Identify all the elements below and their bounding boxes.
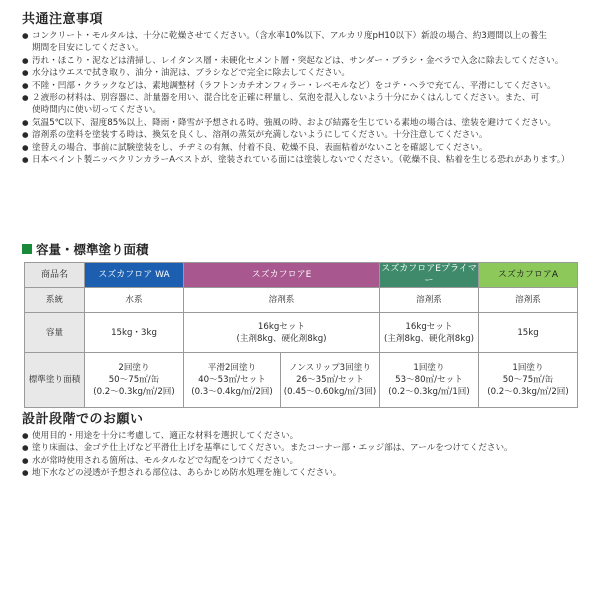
- list-item: [22, 430, 584, 442]
- cell-line: 26～35㎡/セット: [296, 375, 364, 385]
- cell-line: 50～75㎡/缶: [108, 375, 160, 385]
- note-text: 不陸・凹部・クラックなどは、素地調整材（ラフトンカチオンフィラー・レベモルなど）をコテ・ヘラで充てん、平滑にしてください。: [32, 80, 556, 91]
- cell-menseki-a: [479, 353, 578, 408]
- table-title: [22, 240, 149, 258]
- note-text-continued: 使時間内に使い切ってください。: [32, 105, 161, 116]
- note-text: 水が常時使用される箇所は、モルタルなどで勾配をつけてください。: [32, 455, 299, 466]
- cell-line: (0.2～0.3kg/㎡/1回): [388, 387, 470, 397]
- row-label-yoryo: 容量: [25, 313, 85, 353]
- cell-line: 平滑2回塗り: [207, 363, 257, 373]
- note-text: 塗替えの場合、事前に試験塗装をし、チヂミの有無、付着不良、乾燥不良、表面粘着がないことを確認してください。: [32, 142, 488, 153]
- green-square-icon: [22, 244, 32, 254]
- list-item: [22, 67, 584, 79]
- note-text: 塗り床面は、金ゴテ仕上げなど平滑仕上げを基準にしてください。またコーナー部・エッジ部は、アールをつけてください。: [32, 443, 513, 454]
- list-item: [22, 455, 584, 467]
- note-text: 使用目的・用途を十分に考慮して、適正な材料を選択してください。: [32, 431, 299, 441]
- header-suzuka-floor-e: スズカフロアE: [184, 263, 380, 288]
- cell-kei-ep: 溶剤系: [380, 288, 479, 313]
- cell-yoryo-e: [184, 313, 380, 353]
- cell-menseki-e-flat: [184, 353, 281, 408]
- cell-line: (0.2～0.3kg/㎡/2回): [93, 387, 175, 397]
- list-item: [22, 467, 584, 479]
- cell-menseki-ep: [380, 353, 479, 408]
- list-item: [22, 30, 584, 55]
- cell-line: 2回塗り: [118, 363, 150, 373]
- cell-line: 53～80㎡/セット: [395, 375, 463, 385]
- note-text-continued: 期間を目安にしてください。: [32, 43, 144, 54]
- list-item: [22, 154, 584, 166]
- note-text: ２液形の材料は、別容器に、計量器を用い、混合比を正確に秤量し、気泡を混入しないよう十分にかくはんしてください。また、可: [32, 93, 540, 104]
- row-label-kei: 系統: [25, 288, 85, 313]
- list-item: [22, 129, 584, 141]
- cell-kei-wa: 水系: [85, 288, 184, 313]
- note-text: 汚れ・ほこり・泥などは清掃し、レイタンス層・未硬化セメント層・突起などは、サンダー・ブラシ・金ベラで入念に除去してください。: [32, 55, 564, 66]
- cell-yoryo-a: 15kg: [479, 313, 578, 353]
- common-notes-list: [22, 30, 584, 166]
- cell-line: (主剤8kg、硬化剤8kg): [383, 333, 475, 344]
- note-text: 溶剤系の塗料を塗装する時は、換気を良くし、溶剤の蒸気が充満しないようにしてください。十分注意してください。: [32, 130, 488, 141]
- list-item: [22, 142, 584, 154]
- cell-yoryo-wa: 15kg・3kg: [85, 313, 184, 353]
- list-item: [22, 442, 584, 454]
- list-item: [22, 55, 584, 67]
- common-notes-section: [22, 8, 584, 166]
- cell-line: 16kgセット: [257, 321, 306, 332]
- cell-line: 16kgセット: [405, 321, 453, 332]
- cell-yoryo-ep: [380, 313, 479, 353]
- cell-line: ノンスリップ3回塗り: [289, 363, 371, 373]
- design-notes-title: 設計段階でのお願い: [22, 412, 144, 427]
- list-item: [22, 80, 584, 92]
- note-text: 日本ペイント製ニッペクリンカラーAベストが、塗装されている面には塗装しないでください。（乾燥不良、粘着を生じる恐れがあります。）: [32, 155, 570, 166]
- list-item: [22, 117, 584, 129]
- table-header-row: [25, 263, 578, 288]
- header-suzuka-floor-a: スズカフロアA: [479, 263, 578, 288]
- cell-line: (0.3～0.4kg/㎡/2回): [191, 387, 273, 397]
- cell-line: (0.2～0.3kg/㎡/2回): [487, 387, 569, 397]
- row-label-menseki: 標準塗り面積: [25, 353, 85, 408]
- cell-line: (0.45～0.60kg/㎡/3回): [283, 387, 377, 397]
- list-item: [22, 92, 584, 117]
- table-row: [25, 288, 578, 313]
- header-product-name: 商品名: [25, 263, 85, 288]
- design-notes-section: [22, 408, 584, 480]
- header-suzuka-floor-wa: スズカフロア WA: [85, 263, 184, 288]
- cell-line: (主剤8kg、硬化剤8kg): [236, 333, 327, 344]
- header-suzuka-floor-e-primer: スズカフロアEプライマー: [381, 264, 477, 286]
- note-text: 気温5℃以下、湿度85%以上、降雨・降雪が予想される時、強風の時、および結露を生じている素地の場合は、塗装を避けてください。: [32, 117, 557, 128]
- cell-line: 1回塗り: [413, 363, 445, 373]
- cell-menseki-e-nonslip: [281, 353, 380, 408]
- cell-menseki-wa: [85, 353, 184, 408]
- note-text: 地下水などの浸透が予想される部位は、あらかじめ防水処理を施してください。: [32, 468, 342, 479]
- table-title-text: 容量・標準塗り面積: [36, 242, 149, 257]
- cell-line: 1回塗り: [512, 363, 544, 373]
- spec-table: [24, 262, 578, 408]
- design-notes-list: [22, 430, 584, 480]
- cell-line: 50～75㎡/缶: [502, 375, 554, 385]
- note-text: コンクリート・モルタルは、十分に乾燥させてください。（含水率10%以下、アルカリ度pH10以下）新設の場合、約3週間以上の養生: [32, 31, 547, 41]
- table-row: [25, 353, 578, 408]
- note-text: 水分はウエスで拭き取り、油分・油泥は、ブラシなどで完全に除去してください。: [32, 68, 350, 79]
- table-row: [25, 313, 578, 353]
- cell-line: 40～53㎡/セット: [198, 375, 266, 385]
- cell-kei-e: 溶剤系: [184, 288, 380, 313]
- cell-kei-a: 溶剤系: [479, 288, 578, 313]
- common-notes-title: 共通注意事項: [22, 12, 104, 27]
